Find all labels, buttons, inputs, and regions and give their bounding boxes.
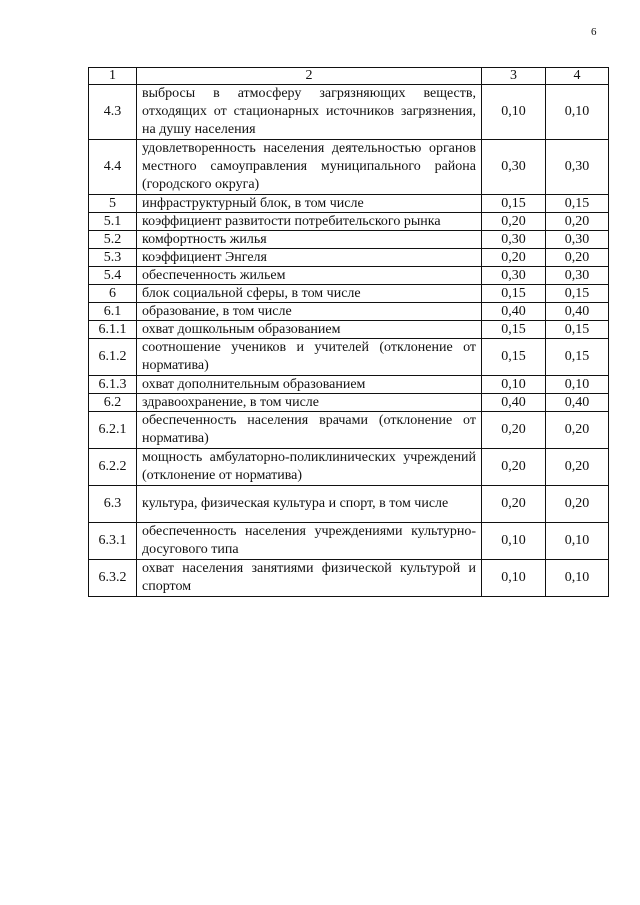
row-number-cell: 6.2.2 <box>89 449 137 486</box>
table-row <box>89 523 609 560</box>
row-number-cell: 6.3 <box>89 486 137 523</box>
table-row <box>89 195 609 213</box>
table-row <box>89 560 609 597</box>
value-col4-cell: 0,20 <box>546 449 609 486</box>
value-col4-cell: 0,15 <box>546 339 609 376</box>
value-col3-cell: 0,15 <box>482 339 546 376</box>
row-number-cell: 5.3 <box>89 249 137 267</box>
value-col4-cell: 0,10 <box>546 560 609 597</box>
value-col3-cell: 0,30 <box>482 231 546 249</box>
indicator-name-cell: здравоохранение, в том числе <box>137 394 482 412</box>
column-header-2: 2 <box>137 68 482 85</box>
table-row <box>89 412 609 449</box>
value-col4-cell: 0,40 <box>546 394 609 412</box>
indicator-name-cell: обеспеченность жильем <box>137 267 482 285</box>
indicator-name-cell: соотношение учеников и учителей (отклонение от норматива) <box>137 339 482 376</box>
value-col3-cell: 0,20 <box>482 213 546 231</box>
column-header-4: 4 <box>546 68 609 85</box>
table-row <box>89 231 609 249</box>
value-col4-cell: 0,10 <box>546 85 609 140</box>
table-row <box>89 339 609 376</box>
indicator-name-cell: блок социальной сферы, в том числе <box>137 285 482 303</box>
value-col4-cell: 0,20 <box>546 213 609 231</box>
table-row <box>89 394 609 412</box>
value-col3-cell: 0,15 <box>482 285 546 303</box>
value-col3-cell: 0,20 <box>482 412 546 449</box>
row-number-cell: 6.1.2 <box>89 339 137 376</box>
indicator-name-cell: охват дошкольным образованием <box>137 321 482 339</box>
column-header-1: 1 <box>89 68 137 85</box>
table-row <box>89 249 609 267</box>
value-col4-cell: 0,30 <box>546 267 609 285</box>
value-col3-cell: 0,15 <box>482 321 546 339</box>
indicator-name-cell: комфортность жилья <box>137 231 482 249</box>
indicator-name-cell: обеспеченность населения врачами (отклонение от норматива) <box>137 412 482 449</box>
row-number-cell: 6.3.1 <box>89 523 137 560</box>
value-col4-cell: 0,20 <box>546 486 609 523</box>
page-number: 6 <box>591 26 597 38</box>
table-row <box>89 140 609 195</box>
table-body <box>89 68 609 597</box>
column-header-3: 3 <box>482 68 546 85</box>
row-number-cell: 5.2 <box>89 231 137 249</box>
table-row <box>89 449 609 486</box>
value-col3-cell: 0,10 <box>482 85 546 140</box>
row-number-cell: 4.4 <box>89 140 137 195</box>
value-col4-cell: 0,15 <box>546 285 609 303</box>
value-col3-cell: 0,20 <box>482 486 546 523</box>
table-row <box>89 267 609 285</box>
value-col3-cell: 0,10 <box>482 376 546 394</box>
indicator-name-cell: обеспеченность населения учреждениями культурно-досугового типа <box>137 523 482 560</box>
indicator-name-cell: образование, в том числе <box>137 303 482 321</box>
row-number-cell: 5.1 <box>89 213 137 231</box>
value-col4-cell: 0,20 <box>546 412 609 449</box>
indicator-name-cell: охват дополнительным образованием <box>137 376 482 394</box>
row-number-cell: 6.3.2 <box>89 560 137 597</box>
row-number-cell: 6 <box>89 285 137 303</box>
table-row <box>89 321 609 339</box>
indicator-name-cell: культура, физическая культура и спорт, в том числе <box>137 486 482 523</box>
indicator-name-cell: коэффициент Энгеля <box>137 249 482 267</box>
value-col3-cell: 0,10 <box>482 560 546 597</box>
row-number-cell: 6.1.1 <box>89 321 137 339</box>
table-row <box>89 85 609 140</box>
row-number-cell: 6.2 <box>89 394 137 412</box>
row-number-cell: 6.2.1 <box>89 412 137 449</box>
row-number-cell: 6.1 <box>89 303 137 321</box>
row-number-cell: 5.4 <box>89 267 137 285</box>
row-number-cell: 5 <box>89 195 137 213</box>
value-col3-cell: 0,10 <box>482 523 546 560</box>
value-col4-cell: 0,40 <box>546 303 609 321</box>
value-col3-cell: 0,20 <box>482 449 546 486</box>
value-col4-cell: 0,10 <box>546 376 609 394</box>
table-row <box>89 376 609 394</box>
row-number-cell: 6.1.3 <box>89 376 137 394</box>
indicator-name-cell: коэффициент развитости потребительского рынка <box>137 213 482 231</box>
value-col4-cell: 0,15 <box>546 321 609 339</box>
table-row <box>89 303 609 321</box>
value-col4-cell: 0,10 <box>546 523 609 560</box>
value-col4-cell: 0,30 <box>546 231 609 249</box>
indicator-name-cell: охват населения занятиями физической культурой и спортом <box>137 560 482 597</box>
value-col3-cell: 0,15 <box>482 195 546 213</box>
value-col4-cell: 0,15 <box>546 195 609 213</box>
value-col3-cell: 0,40 <box>482 303 546 321</box>
value-col3-cell: 0,20 <box>482 249 546 267</box>
value-col4-cell: 0,30 <box>546 140 609 195</box>
table-row <box>89 213 609 231</box>
row-number-cell: 4.3 <box>89 85 137 140</box>
indicator-name-cell: удовлетворенность населения деятельностью органов местного самоуправления муниципального района (городского округа) <box>137 140 482 195</box>
indicator-name-cell: мощность амбулаторно-поликлинических учреждений (отклонение от норматива) <box>137 449 482 486</box>
indicators-table <box>88 67 609 597</box>
indicator-name-cell: инфраструктурный блок, в том числе <box>137 195 482 213</box>
table-row <box>89 285 609 303</box>
value-col4-cell: 0,20 <box>546 249 609 267</box>
table-row <box>89 486 609 523</box>
value-col3-cell: 0,30 <box>482 140 546 195</box>
value-col3-cell: 0,30 <box>482 267 546 285</box>
indicator-name-cell: выбросы в атмосферу загрязняющих веществ, отходящих от стационарных источников загрязнения, на душу населения <box>137 85 482 140</box>
value-col3-cell: 0,40 <box>482 394 546 412</box>
table-header-row <box>89 68 609 85</box>
